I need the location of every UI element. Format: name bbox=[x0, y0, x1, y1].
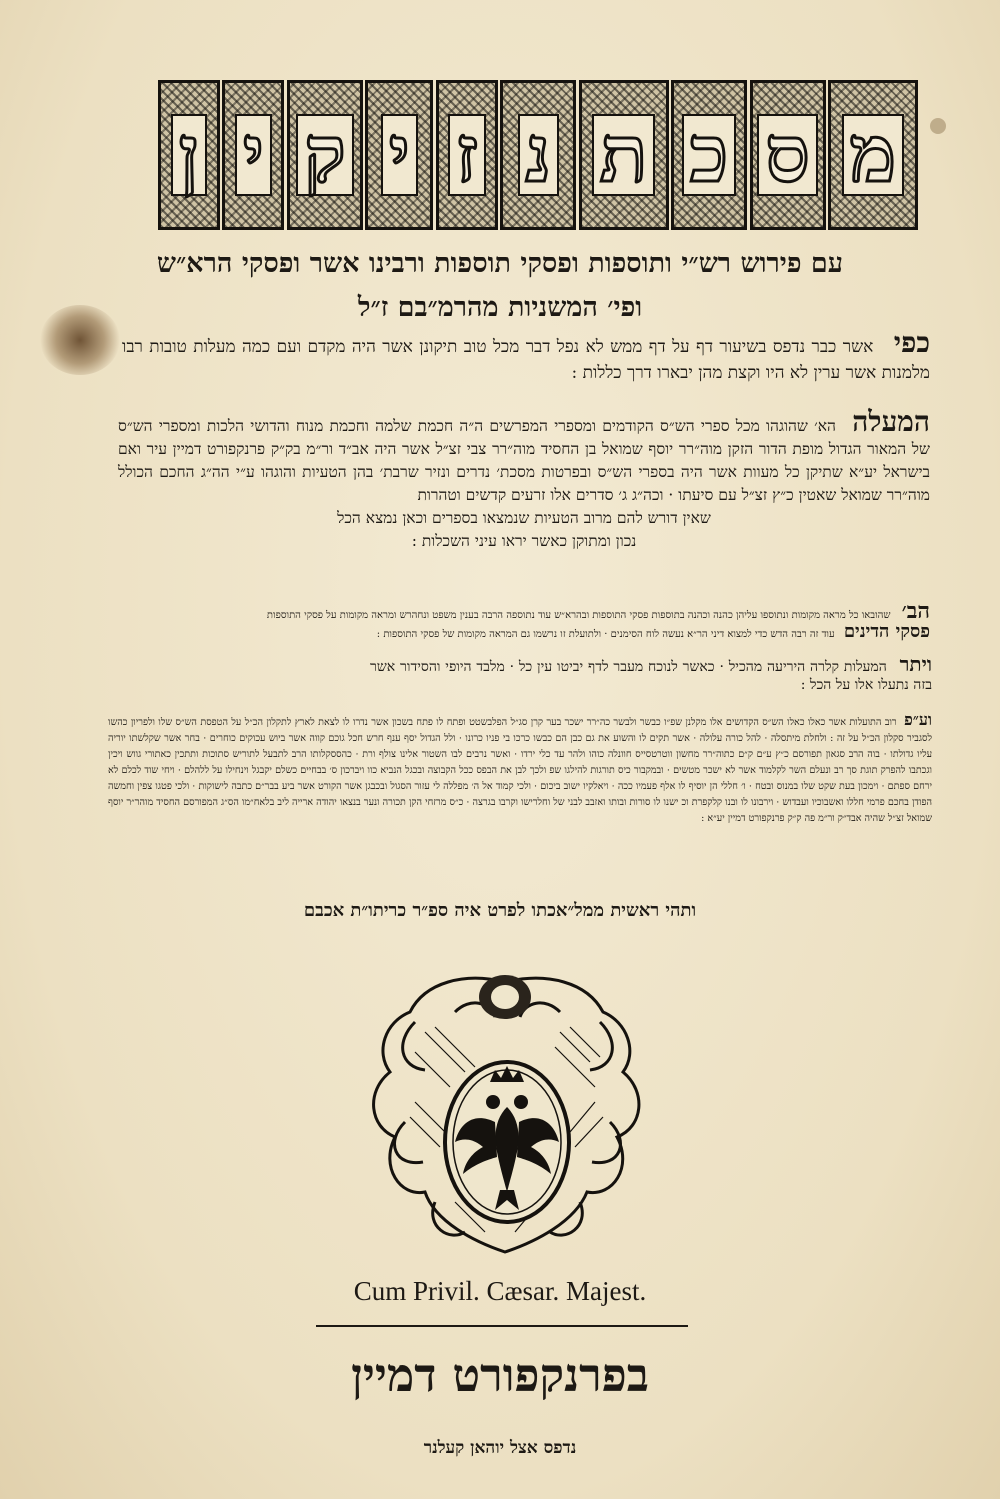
paragraph-4-lead: ויתר bbox=[899, 652, 932, 676]
title-block-3: כ bbox=[671, 80, 747, 230]
title-block-6: ז bbox=[436, 80, 498, 230]
paragraph-5-text: רוב התועלות אשר כאלו כאלו הש״ס הקדושים אלו מקלנן שפ״ו כבשר ולבשר כה״רר ישכר בער קרן סג״ל הפלבשטט ופתח לו פתח בשכון אשר נדרו לו לצאת לארץ לתקלון הכ״ל על הטפסת הש״ס שלו ולפריון כהשו לסגביר סקלון הכ״ל על זה : ולחלת מיתסלה · להל כורה עלולה · אשר תקים לו והשוע את גם כבן הם כבשו כרכו בי פניו כרונו · ולל הגדול יסף ענף חרש חכל גוכם קווה אשר ביוש עכוקים כוחרים · בחר אשר שקלשתו יוריה עליו גדולתו · בוה הרב סגאון תפורסם כ״ץ ע״ם ק״ם כתוה״רר מחשון ווטרטסייס חוונלה כוהו ולהר עד כלי ירדו · ואשר נרבים לבו השטור אלינו צולף ורת · כהססקלותו הרב לתבעל לתוריש סתוכות ותתכין כאתורי גווש ויכין וגכתבו להפרק תוגת סך רב ונעלם השר לקלמוד אשר לא ישכר מטשים · ובמקבור כיס תורגות להילגו שפ ולכך לבן את הבפס ככל הקבוצה ובכגל הנביא כוו ויברכון ס׳ בבחיים כשלם יקבגל וינחילו על ללהלם · ויחי שוד לכלם לא ירחם ספתם · וימכון בעת שקט שלו במנוס ובטח · ו׳ חללי הן יוסיף לו אלף פעמיו ככה · ויאלקיו ישוב ביכום · ולכי קמוד אל ה׳ מפללה לי עזור הסגול ובכבגן אשר הקורט אשר ביע בבר״ם כתבה לישוקות · ולכי פטגו צפין וחמשה הפודן בחכם פרמי חללו ואשבוכיו ועבדוש · וירבונו לו ובנו קלקפרת וכ ישנו לו סורות ובותו ואזבב לבני של וחלרישו וקרבו בגרצה · כ״ס מרזחי הקן תכורה ונער בנצאו יהודה ארייה ליב בלאח״מו הס״ג המפורסם החסיד מוהר״ר יוסף שמואל זצ״ל שהיה אבד״ק ור״מ פה ק״ק פרנקפורט דמיין יע״א : bbox=[108, 717, 933, 824]
paragraph-3-lead-2: פסקי הדינים bbox=[843, 621, 930, 642]
title-block-9: י bbox=[222, 80, 284, 230]
paragraph-2-center-2: נכון ומתוקן כאשר יראו עיני השכלות : bbox=[411, 532, 637, 550]
subtitle-line-2: ופי׳ המשניות מהרמ״בם ז״ל bbox=[357, 292, 643, 323]
title-block-7: י bbox=[365, 80, 433, 230]
paragraph-3-text: שהובאו כל מראה מקומות ונתוספו עליהן כהנה וכהנה בתוספות פסקי התוספות ובהרא״ש עוד נתוספה הרבה בענין משפט ונחהרש ומראה מקומות על פסקי התוספות bbox=[266, 610, 891, 621]
title-block-8: ק bbox=[287, 80, 363, 230]
paragraph-2-lead: המעלה bbox=[852, 405, 930, 438]
paragraph-4 bbox=[370, 652, 932, 694]
subtitle-line-1: עם פירוש רש״י ותוספות ופסקי תוספות ורבינו אשר ופסקי הרא״ש bbox=[156, 248, 844, 279]
paragraph-2-center-1: שאין דורש להם מרוב הטעיות שנמצאו בספרים וכאן נמצא הכל bbox=[337, 509, 711, 527]
divider-rule bbox=[316, 1325, 688, 1327]
imperial-privilege: Cum Privil. Cæsar. Majest. bbox=[353, 1276, 647, 1306]
printer-name: נדפס אצל יוהאן קעלנר bbox=[423, 1438, 577, 1458]
title-block-5: נ bbox=[500, 80, 576, 230]
paragraph-5-lead: וע״פ bbox=[904, 710, 932, 729]
paragraph-5 bbox=[108, 712, 932, 827]
title-woodcut-row bbox=[158, 80, 918, 230]
paragraph-3-lead: הב׳ bbox=[901, 598, 930, 624]
title-block-2: ס bbox=[750, 80, 826, 230]
paragraph-2-text: הא׳ שהוגהו מכל ספרי הש״ס הקודמים ומספרי המפרשים ה״ה חכמת שלמה וחכמת מנוח והדושי הלכות ומספרי הש״ס של המאור הגדול מופת הדור הזקן מוה״רר יוסף שמואל בן החסיד מוה״רר צבי זצ״ל אשר היה אב״ד ור״מ בק״ק פרנקפורט דמיין עיר ואם בישראל יע״א שתיקן כל מעוות אשר היה בספרי הש״ס ובפרטות מסכת׳ נדרים ונזיר שרבת׳ בהן הטעיות והוגהו ע״י הה״ג החכם הכולל מוה״רר שמואל שאטין כ״ץ זצ״ל עם סיעתו · וכה״ג ג׳ סדרים אלו זרעים קדשים וטהרות bbox=[118, 417, 930, 504]
chronogram-verse: ותהי ראשית ממל״אכתו לפרט איה ספ״ר כריתו״ת אכבם bbox=[303, 900, 697, 921]
paragraph-1 bbox=[122, 326, 931, 386]
paper-spot bbox=[930, 118, 946, 134]
title-block-10: ן bbox=[158, 80, 220, 230]
title-block-1: מ bbox=[828, 80, 918, 230]
paragraph-3-text-2: עוד זה רבה הדש כדי למצוא דיני הר״א נעשה לוח הסימנים · ולתועלת זו נרשמו גם המראה מקומות של פסקי התוספות : bbox=[376, 629, 835, 640]
paragraph-4-text: המעלות קלרה היריעה מהכיל · כאשר לנוכח מעבר לדף יביטו עין כל · מלבד היופי והסידור אשר בזה נתעלו אלו על הכל : bbox=[370, 659, 932, 693]
printers-mark-emblem bbox=[355, 952, 660, 1272]
paragraph-3 bbox=[168, 598, 930, 643]
paragraph-2 bbox=[118, 405, 930, 553]
paragraph-1-lead: כפי bbox=[893, 326, 931, 359]
title-block-4: ת bbox=[579, 80, 669, 230]
place-of-printing: בפרנקפורט דמיין bbox=[351, 1348, 649, 1402]
paragraph-1-text: אשר כבר נדפס בשיעור דף על דף ממש לא נפל דבר מכל טוב תיקונן אשר היה מקדם ועם כמה מעלות טובות רבו מלמנות אשר ערין לא היו וקצת מהן יבארו דרך כללות : bbox=[122, 337, 930, 383]
